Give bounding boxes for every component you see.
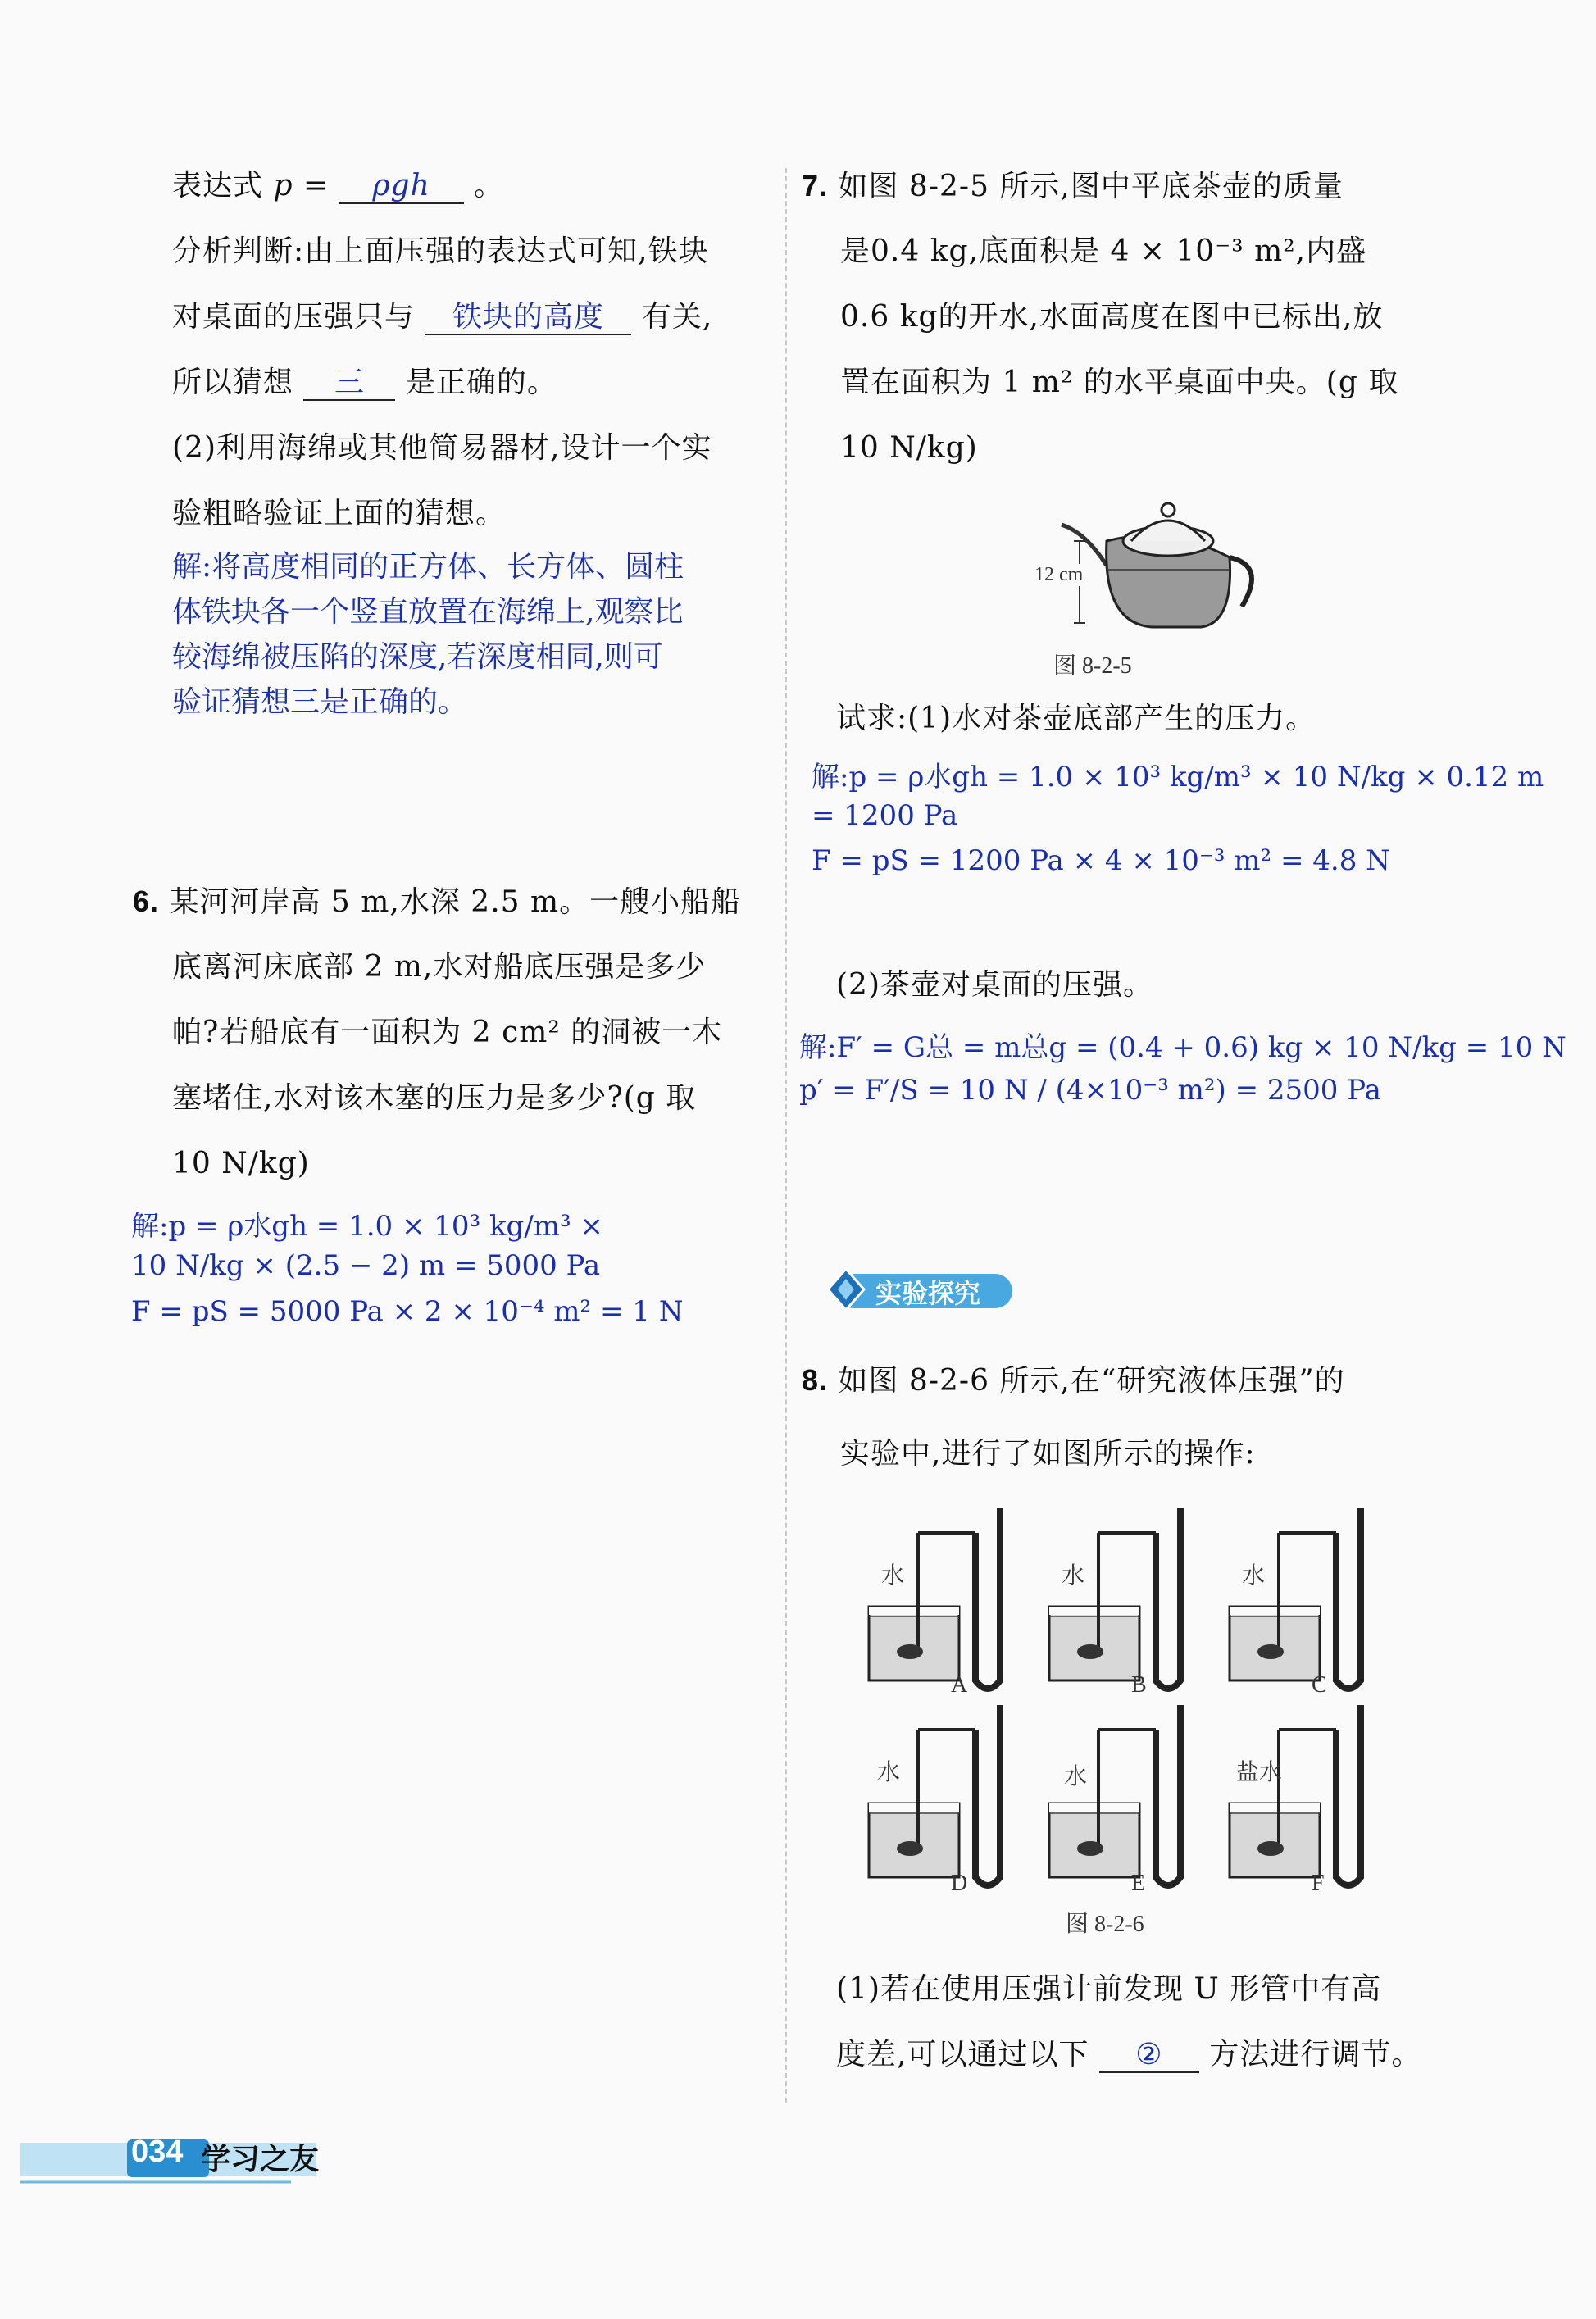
answer-5-line-3: 较海绵被压陷的深度,若深度相同,则可: [172, 640, 663, 674]
brand-name: 学习之友: [201, 2142, 320, 2176]
answer-6-line-1: 解:p = ρ水gh = 1.0 × 10³ kg/m³ ×: [131, 1210, 603, 1243]
fig826-letter-a: A: [951, 1672, 968, 1698]
fig826-label-a: 水: [881, 1563, 905, 1589]
fig826-label-d: 水: [877, 1760, 901, 1785]
question-8-line-2: 实验中,进行了如图所示的操作:: [840, 1437, 1256, 1471]
left-line-4: 所以猜想 三 是正确的。: [172, 366, 557, 399]
answer-7b-line-1: 解:F′ = G总 = m总g = (0.4 + 0.6) kg × 10 N/kg = 10 N: [799, 1031, 1566, 1064]
answer-5-line-2: 体铁块各一个竖直放置在海绵上,观察比: [172, 595, 684, 629]
answer-7a-line-3: F = pS = 1200 Pa × 4 × 10⁻³ m² = 4.8 N: [812, 844, 1390, 877]
fig826-letter-b: B: [1131, 1672, 1147, 1698]
fig826-label-f: 盐水: [1236, 1760, 1283, 1785]
figure-8-2-6: [861, 1500, 1402, 1926]
fig826-letter-c: C: [1312, 1672, 1327, 1698]
fig826-label-c: 水: [1242, 1563, 1266, 1589]
question-6-line-3: 帕?若船底有一面积为 2 cm² 的洞被一木: [172, 1016, 723, 1049]
blank-expression: ρgh: [339, 170, 464, 204]
question-6-number: 6.: [133, 884, 160, 918]
figure-8-2-6-caption: 图 8-2-6: [1066, 1912, 1144, 1937]
question-7-line-2: 是0.4 kg,底面积是 4 × 10⁻³ m²,内盛: [840, 234, 1367, 268]
column-divider: [785, 168, 787, 2103]
page-number: 034: [131, 2135, 184, 2169]
question-6-line-4: 塞堵住,水对该木塞的压力是多少?(g 取: [172, 1081, 697, 1115]
section-title: 实验探究: [875, 1279, 981, 1308]
fig826-label-b: 水: [1062, 1563, 1085, 1589]
question-8-number: 8.: [802, 1363, 829, 1397]
question-7-line-5: 10 N/kg): [840, 431, 978, 465]
blank-guess: 三: [303, 366, 395, 401]
left-line-5: (2)利用海绵或其他简易器材,设计一个实: [172, 431, 712, 465]
left-line-6: 验粗略验证上面的猜想。: [172, 497, 507, 530]
teapot-height-label: 12 cm: [1034, 564, 1084, 585]
question-6-line-2: 底离河床底部 2 m,水对船底压强是多少: [172, 950, 707, 984]
fig826-letter-f: F: [1312, 1871, 1325, 1896]
blank-height: 铁块的高度: [425, 301, 631, 335]
question-8-line-1: 8. 如图 8-2-6 所示,在“研究液体压强”的: [802, 1363, 1345, 1398]
answer-6-line-2: 10 N/kg × (2.5 − 2) m = 5000 Pa: [131, 1249, 601, 1282]
blank-method: ②: [1099, 2039, 1199, 2073]
answer-7a-line-1: 解:p = ρ水gh = 1.0 × 10³ kg/m³ × 10 N/kg × 0.12 m: [812, 761, 1544, 793]
fig826-letter-d: D: [951, 1871, 968, 1896]
question-6-line-5: 10 N/kg): [172, 1147, 310, 1180]
question-7-line-3: 0.6 kg的开水,水面高度在图中已标出,放: [840, 300, 1384, 334]
answer-6-line-3: F = pS = 5000 Pa × 2 × 10⁻⁴ m² = 1 N: [131, 1295, 684, 1328]
answer-7b-line-2: p′ = F′/S = 10 N / (4×10⁻³ m²) = 2500 Pa: [799, 1074, 1381, 1107]
answer-7a-line-2: = 1200 Pa: [812, 799, 958, 832]
question-7-sub-2: (2)茶壶对桌面的压强。: [836, 968, 1153, 1002]
answer-5-line-4: 验证猜想三是正确的。: [172, 685, 468, 719]
left-line-1: 表达式 p = ρgh 。: [172, 169, 505, 202]
question-6-line-1: 6. 某河河岸高 5 m,水深 2.5 m。一艘小船船: [133, 884, 742, 919]
question-7-number: 7.: [802, 169, 829, 202]
question-8-sub-1-line-1: (1)若在使用压强计前发现 U 形管中有高: [836, 1972, 1382, 2006]
question-7-line-4: 置在面积为 1 m² 的水平桌面中央。(g 取: [840, 366, 1399, 399]
fig826-label-e: 水: [1064, 1764, 1088, 1789]
question-7-sub-1: 试求:(1)水对茶壶底部产生的压力。: [836, 702, 1316, 735]
left-line-3: 对桌面的压强只与 铁块的高度 有关,: [172, 300, 713, 334]
question-7-line-1: 7. 如图 8-2-5 所示,图中平底茶壶的质量: [802, 169, 1344, 203]
figure-8-2-5-caption: 图 8-2-5: [1053, 653, 1132, 679]
answer-5-line-1: 解:将高度相同的正方体、长方体、圆柱: [172, 550, 684, 584]
fig826-letter-e: E: [1131, 1871, 1146, 1896]
left-line-2: 分析判断:由上面压强的表达式可知,铁块: [172, 234, 709, 268]
question-8-sub-1-line-2: 度差,可以通过以下 ② 方法进行调节。: [836, 2038, 1422, 2071]
